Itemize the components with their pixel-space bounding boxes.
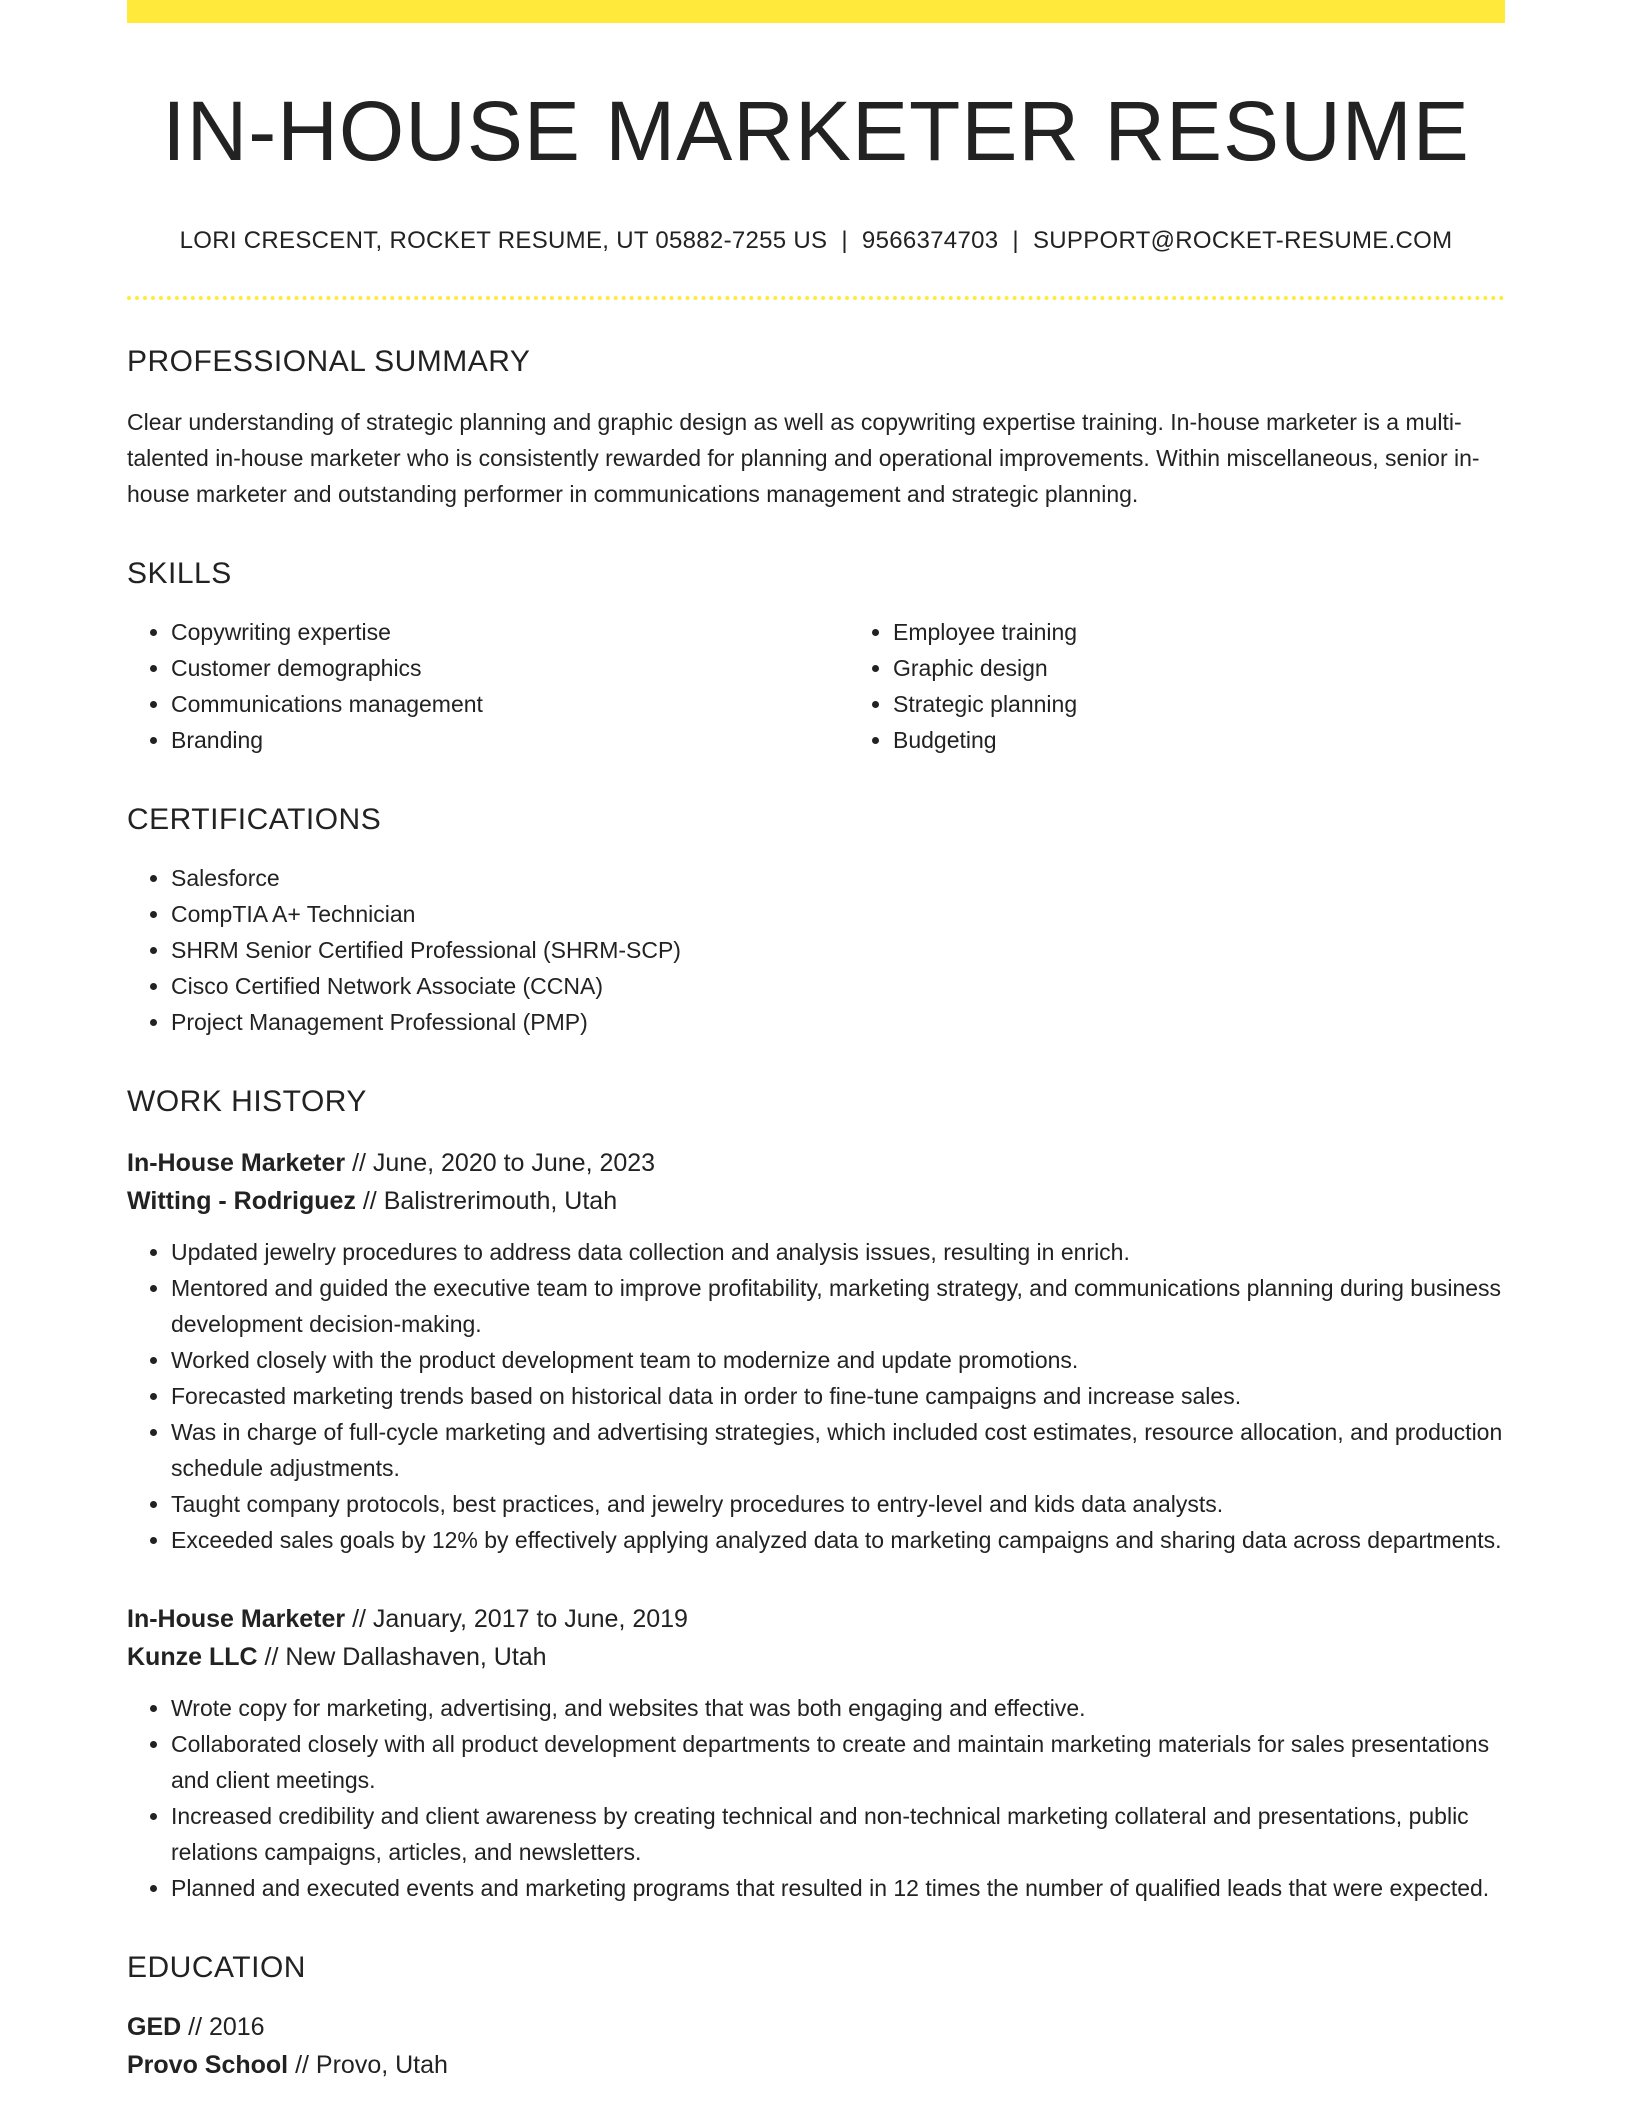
contact-separator: |: [1012, 227, 1019, 255]
section-heading: SKILLS: [127, 557, 232, 591]
skill-item: • Branding: [171, 722, 849, 758]
certifications-section: [127, 802, 1505, 1040]
job-location: // New Dallashaven, Utah: [257, 1643, 547, 1672]
job-title: In-House Marketer: [127, 1149, 346, 1178]
job-bullet: • Forecasted marketing trends based on historical data in order to fine-tune campaigns and increase sales.: [171, 1378, 1505, 1414]
job-company: Witting - Rodriguez: [127, 1187, 356, 1216]
job-bullet: • Taught company protocols, best practices, and jewelry procedures to entry-level and kids data analysts.: [171, 1486, 1505, 1522]
resume-page: [127, 0, 1505, 2084]
contact-phone: 9566374703: [861, 227, 999, 255]
job-bullet: • Collaborated closely with all product development departments to create and maintain marketing materials for sales presentations and client meetings.: [171, 1726, 1505, 1798]
job-title-line: [127, 1600, 1505, 1638]
skill-item: • Budgeting: [893, 722, 1571, 758]
school-line: [127, 2046, 1505, 2084]
degree-year: // 2016: [181, 2013, 265, 2042]
job-bullet: • Updated jewelry procedures to address data collection and analysis issues, resulting in enrich.: [171, 1234, 1505, 1270]
job-bullet: • Worked closely with the product development team to modernize and update promotions.: [171, 1342, 1505, 1378]
job-entry: [127, 1144, 1505, 1558]
certification-item: • CompTIA A+ Technician: [171, 896, 1505, 932]
summary-text: Clear understanding of strategic planning and graphic design as well as copywriting expertise training. In-house marketer is a multi-talented in-house marketer who is consistently rewarded for planning and operational improvements. Within miscellaneous, senior in-house marketer and outstanding performer in communications management and strategic planning.: [127, 409, 1480, 508]
section-heading: CERTIFICATIONS: [127, 803, 382, 837]
certification-item: • Salesforce: [171, 860, 1505, 896]
job-location: // Balistrerimouth, Utah: [355, 1187, 618, 1216]
job-bullet: • Planned and executed events and marketing programs that resulted in 12 times the number of qualified leads that were expected.: [171, 1870, 1505, 1906]
summary-section: [127, 344, 1505, 512]
section-heading: EDUCATION: [127, 1951, 306, 1985]
job-bullet: • Was in charge of full-cycle marketing and advertising strategies, which included cost estimates, resource allocation, and production schedule adjustments.: [171, 1414, 1505, 1486]
dotted-divider: [127, 296, 1505, 300]
contact-address: LORI CRESCENT, ROCKET RESUME, UT 05882-7255 US: [179, 227, 828, 255]
work-history-section: [127, 1084, 1505, 1906]
job-dates: // June, 2020 to June, 2023: [345, 1149, 656, 1178]
job-bullet: • Mentored and guided the executive team to improve profitability, marketing strategy, and communications planning during business development decision-making.: [171, 1270, 1505, 1342]
section-heading: WORK HISTORY: [127, 1085, 367, 1119]
job-company: Kunze LLC: [127, 1643, 258, 1672]
skill-item: • Communications management: [171, 686, 849, 722]
certification-item: • SHRM Senior Certified Professional (SHRM-SCP): [171, 932, 1505, 968]
job-company-line: [127, 1638, 1505, 1676]
skills-grid: [127, 592, 1505, 758]
skill-item: • Employee training: [893, 614, 1571, 650]
school-location: // Provo, Utah: [288, 2051, 448, 2080]
certification-item: • Project Management Professional (PMP): [171, 1004, 1505, 1040]
skills-list-right: [849, 614, 1571, 758]
job-dates: // January, 2017 to June, 2019: [345, 1605, 688, 1634]
top-accent-bar: [127, 0, 1505, 23]
school: Provo School: [127, 2051, 289, 2080]
skill-item: • Copywriting expertise: [171, 614, 849, 650]
certification-item: • Cisco Certified Network Associate (CCNA): [171, 968, 1505, 1004]
job-bullet: • Wrote copy for marketing, advertising, and websites that was both engaging and effective.: [171, 1690, 1505, 1726]
job-bullets: [127, 1234, 1505, 1558]
section-heading: PROFESSIONAL SUMMARY: [127, 345, 531, 379]
job-title: In-House Marketer: [127, 1605, 346, 1634]
contact-email: SUPPORT@ROCKET-RESUME.COM: [1032, 227, 1453, 255]
skill-item: • Customer demographics: [171, 650, 849, 686]
job-entry: [127, 1600, 1505, 1906]
education-entry: [127, 2008, 1505, 2084]
job-bullet: • Exceeded sales goals by 12% by effectively applying analyzed data to marketing campaigns and sharing data across departments.: [171, 1522, 1505, 1558]
job-bullet: • Increased credibility and client awareness by creating technical and non-technical marketing collateral and presentations, public relations campaigns, articles, and newsletters.: [171, 1798, 1505, 1870]
degree: GED: [127, 2013, 182, 2042]
education-section: [127, 1950, 1505, 2084]
contact-line: [127, 227, 1505, 255]
job-bullets: [127, 1690, 1505, 1906]
degree-line: [127, 2008, 1505, 2046]
job-title-line: [127, 1144, 1505, 1182]
resume-title: IN-HOUSE MARKETER RESUME: [162, 84, 1470, 178]
skills-section: [127, 556, 1505, 758]
contact-separator: |: [841, 227, 848, 255]
skills-list-left: [127, 614, 849, 758]
certifications-list: [127, 860, 1505, 1040]
skill-item: • Graphic design: [893, 650, 1571, 686]
skill-item: • Strategic planning: [893, 686, 1571, 722]
job-company-line: [127, 1182, 1505, 1220]
